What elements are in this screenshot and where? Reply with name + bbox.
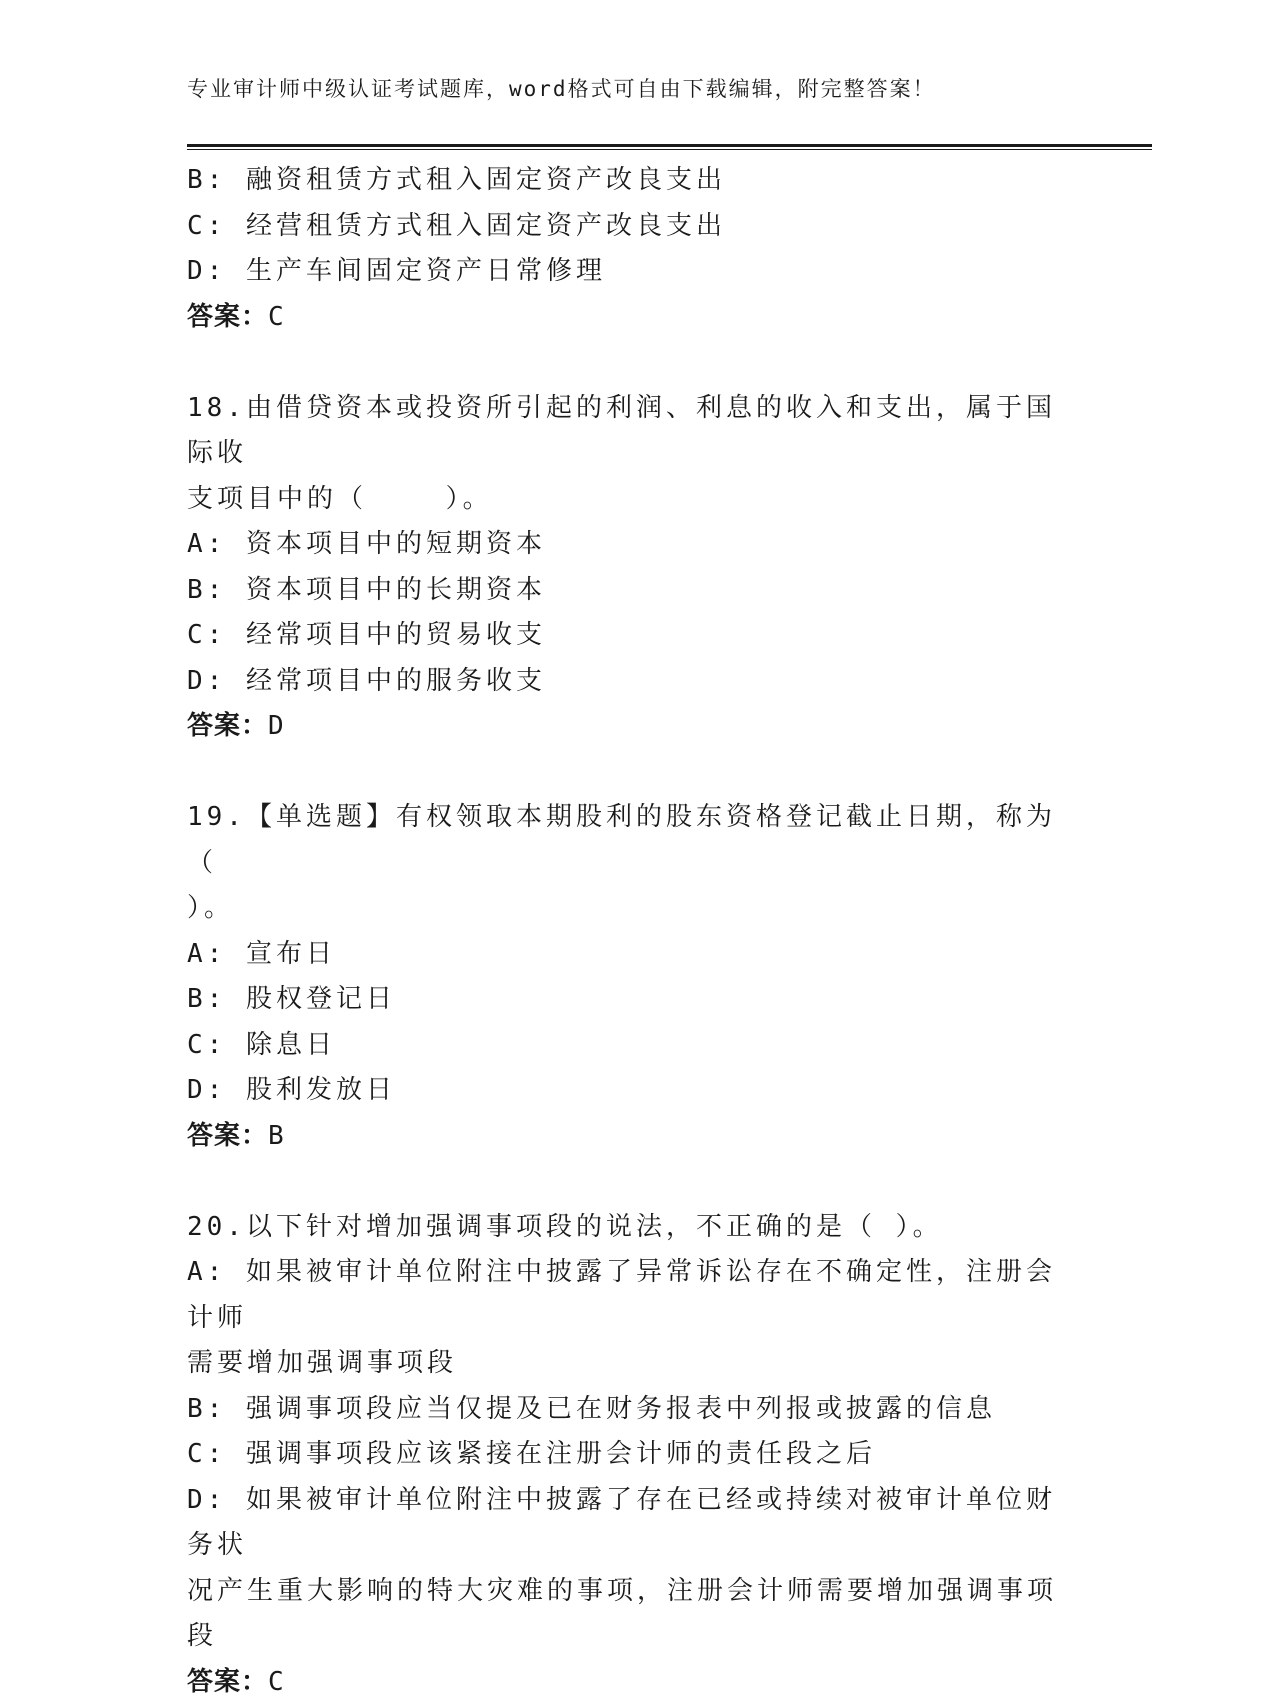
option-text: 经常项目中的贸易收支	[246, 620, 546, 650]
option-letter: C:	[187, 1439, 226, 1469]
option-text: 强调事项段应该紧接在注册会计师的责任段之后	[246, 1439, 876, 1469]
option-letter: B:	[187, 1394, 226, 1424]
option-letter: D:	[187, 666, 226, 696]
answer-line	[187, 704, 1077, 750]
answer-line	[187, 1660, 1077, 1705]
question-18-block	[187, 386, 1077, 750]
question-17-block	[187, 158, 1077, 340]
option-b	[187, 568, 1077, 614]
question-stem-continued: 支项目中的（ ）。	[187, 477, 1077, 523]
option-a	[187, 932, 1077, 978]
answer-value: C	[268, 1667, 285, 1697]
page-header: 专业审计师中级认证考试题库，word格式可自由下载编辑，附完整答案！	[187, 74, 936, 104]
option-text: 除息日	[246, 1030, 336, 1060]
option-a	[187, 1250, 1077, 1341]
option-text: 资本项目中的长期资本	[246, 575, 546, 605]
option-letter: A:	[187, 1257, 226, 1287]
option-letter: C:	[187, 1030, 226, 1060]
option-letter: B:	[187, 575, 226, 605]
option-c	[187, 1023, 1077, 1069]
option-letter: C:	[187, 211, 226, 241]
answer-value: C	[268, 302, 285, 332]
option-letter: D:	[187, 256, 226, 286]
option-text: 股利发放日	[246, 1075, 396, 1105]
answer-label: 答案：	[187, 1121, 268, 1151]
question-19-block	[187, 795, 1077, 1159]
option-b	[187, 977, 1077, 1023]
option-text: 资本项目中的短期资本	[246, 529, 546, 559]
option-letter: A:	[187, 529, 226, 559]
option-b	[187, 158, 1077, 204]
answer-label: 答案：	[187, 711, 268, 741]
option-letter: B:	[187, 165, 226, 195]
option-text: 股权登记日	[246, 984, 396, 1014]
option-d	[187, 249, 1077, 295]
answer-line	[187, 1114, 1077, 1160]
answer-line	[187, 295, 1077, 341]
option-d	[187, 1478, 1077, 1569]
option-letter: D:	[187, 1485, 226, 1515]
option-c	[187, 1432, 1077, 1478]
question-stem: 19.【单选题】有权领取本期股利的股东资格登记截止日期，称为（	[187, 795, 1077, 886]
answer-label: 答案：	[187, 1667, 268, 1697]
option-text: 融资租赁方式租入固定资产改良支出	[246, 165, 726, 195]
option-text: 宣布日	[246, 939, 336, 969]
question-stem: 20.以下针对增加强调事项段的说法，不正确的是（ ）。	[187, 1205, 1077, 1251]
option-text: 生产车间固定资产日常修理	[246, 256, 606, 286]
option-text: 如果被审计单位附注中披露了异常诉讼存在不确定性，注册会计师	[187, 1257, 1056, 1333]
question-stem-continued: ）。	[187, 886, 1077, 932]
option-b	[187, 1387, 1077, 1433]
option-d	[187, 1068, 1077, 1114]
answer-value: D	[268, 711, 285, 741]
question-content	[187, 158, 1077, 1705]
option-text: 如果被审计单位附注中披露了存在已经或持续对被审计单位财务状	[187, 1485, 1056, 1561]
option-a	[187, 522, 1077, 568]
option-d	[187, 659, 1077, 705]
question-20-block	[187, 1205, 1077, 1705]
option-d-continued: 况产生重大影响的特大灾难的事项，注册会计师需要增加强调事项段	[187, 1569, 1077, 1660]
option-a-continued: 需要增加强调事项段	[187, 1341, 1077, 1387]
question-stem: 18.由借贷资本或投资所引起的利润、利息的收入和支出，属于国际收	[187, 386, 1077, 477]
header-divider	[187, 144, 1152, 150]
option-text: 经常项目中的服务收支	[246, 666, 546, 696]
option-c	[187, 204, 1077, 250]
answer-value: B	[268, 1121, 285, 1151]
answer-label: 答案：	[187, 302, 268, 332]
option-text: 经营租赁方式租入固定资产改良支出	[246, 211, 726, 241]
option-letter: D:	[187, 1075, 226, 1105]
option-text: 强调事项段应当仅提及已在财务报表中列报或披露的信息	[246, 1394, 996, 1424]
option-c	[187, 613, 1077, 659]
option-letter: A:	[187, 939, 226, 969]
option-letter: B:	[187, 984, 226, 1014]
option-letter: C:	[187, 620, 226, 650]
